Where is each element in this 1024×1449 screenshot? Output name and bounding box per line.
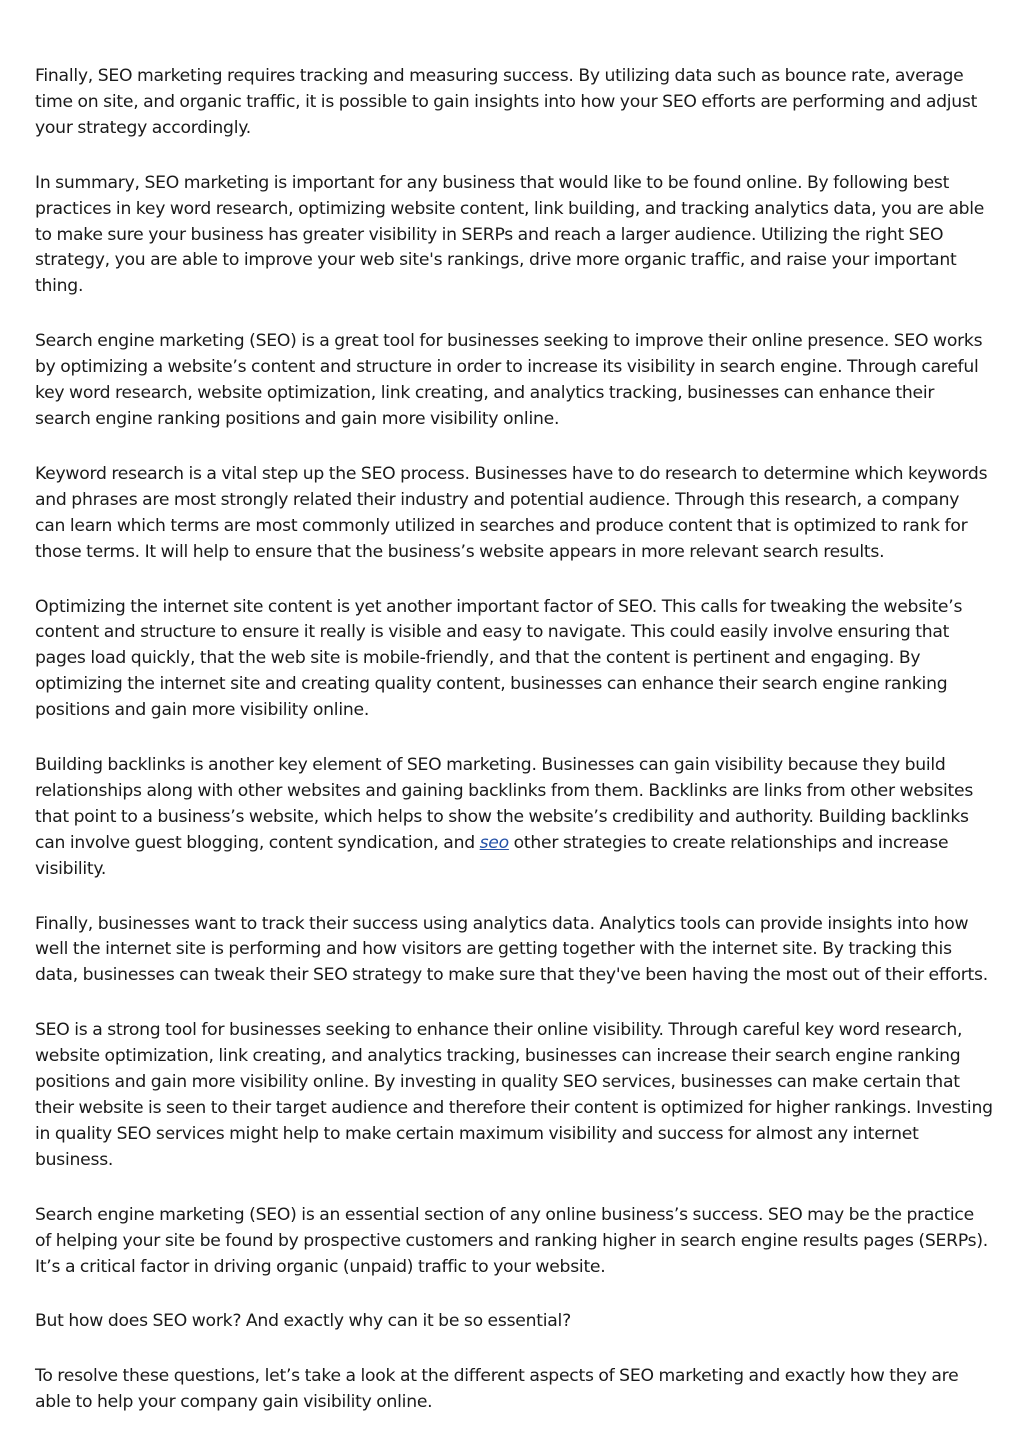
paragraph-site-content: Optimizing the internet site content is yet another important factor of SEO. This calls for tweaking the website’s content and structure to ensure it really is visible and easy to navigate. This could easily involve ensuring that pages load quickly, that the web site is mobile-friendly, and that the content is pertinent and engaging. By optimizing the internet site and creating quality content, businesses can enhance their search engine ranking positions and gain more visibility online. <box>35 596 963 721</box>
backlinks-text-after: other strategies to create relationships and increase visibility. <box>35 832 949 879</box>
paragraph-summary: In summary, SEO marketing is important for any business that would like to be found online. By following best practices in key word research, optimizing website content, link building, and tracking analytics data, you are able to make sure your business has greater visibility in SERPs and reach a larger audience. Utilizing the right SEO strategy, you are able to improve your web site's rankings, drive more organic traffic, and raise your important thing. <box>35 172 985 297</box>
paragraph-backlinks <box>35 753 993 883</box>
paragraph-tracking-success: Finally, SEO marketing requires tracking and measuring success. By utilizing data such as bounce rate, average time on site, and organic traffic, it is possible to gain insights into how your SEO efforts are performing and adjust your strategy accordingly. <box>35 66 978 138</box>
document-body <box>35 64 993 1416</box>
seo-link[interactable]: seo <box>479 832 509 853</box>
paragraph-strong-tool: SEO is a strong tool for businesses seeking to enhance their online visibility. Through careful key word research, website optimization, link creating, and analytics tracking, businesses can increase their search engine ranking positions and gain more visibility online. By investing in quality SEO services, businesses can make certain that their website is seen to their target audience and therefore their content is optimized for higher rankings. Investing in quality SEO services might help to make certain maximum visibility and success for almost any internet business. <box>35 1020 993 1170</box>
paragraph-seo-tool: Search engine marketing (SEO) is a great tool for businesses seeking to improve their online presence. SEO works by optimizing a website’s content and structure in order to increase its visibility in search engine. Through careful key word research, website optimization, link creating, and analytics tracking, businesses can enhance their search engine ranking positions and gain more visibility online. <box>35 331 983 429</box>
paragraph-essential-section: Search engine marketing (SEO) is an essential section of any online business’s success. SEO may be the practice of helping your site be found by prospective customers and ranking higher in search engine results pages (SERPs). It’s a critical factor in driving organic (unpaid) traffic to your website. <box>35 1204 989 1277</box>
backlinks-text-before: Building backlinks is another key element of SEO marketing. Businesses can gain visibility because they build relationships along with other websites and gaining backlinks from them. Backlinks are links from other websites that point to a business’s website, which helps to show the website’s credibility and authority. Building backlinks can involve guest blogging, content syndication, and <box>35 755 974 853</box>
paragraph-analytics: Finally, businesses want to track their success using analytics data. Analytics tools can provide insights into how well the internet site is performing and how visitors are getting together with the internet site. By tracking this data, businesses can tweak their SEO strategy to make sure that they've been having the most out of their efforts. <box>35 913 988 986</box>
paragraph-resolve: To resolve these questions, let’s take a look at the different aspects of SEO marketing and exactly how they are able to help your company gain visibility online. <box>35 1366 959 1413</box>
paragraph-question: But how does SEO work? And exactly why can it be so essential? <box>35 1311 571 1332</box>
paragraph-keyword-research: Keyword research is a vital step up the SEO process. Businesses have to do research to determine which keywords and phrases are most strongly related their industry and potential audience. Through this research, a company can learn which terms are most commonly utilized in searches and produce content that is optimized to rank for those terms. It will help to ensure that the business’s website appears in more relevant search results. <box>35 463 988 562</box>
